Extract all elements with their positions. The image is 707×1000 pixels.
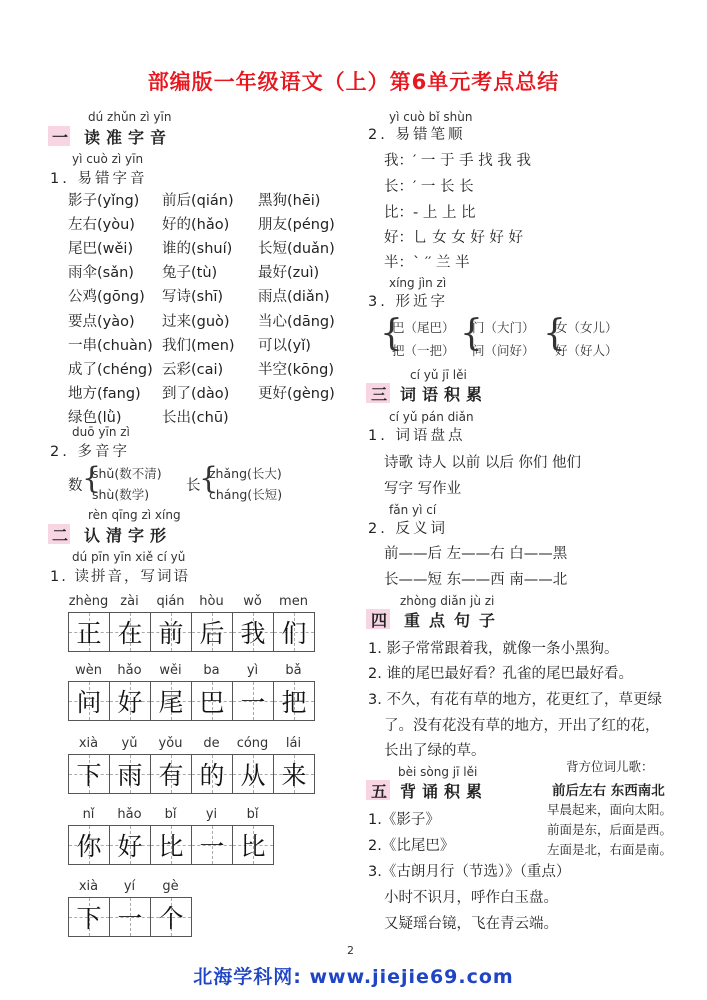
sec3-sub2-pinyin: fǎn yì cí bbox=[389, 503, 437, 517]
grid-pinyin: nǐ bbox=[82, 807, 95, 822]
grid-char: 好 bbox=[117, 832, 143, 861]
grid-char: 雨 bbox=[117, 761, 143, 790]
poly-chang-reading1: zhǎng(长大) bbox=[209, 466, 282, 481]
brace-icon: { bbox=[543, 313, 566, 354]
grid-char: 你 bbox=[76, 832, 102, 861]
grid-pinyin: hǎo bbox=[117, 807, 142, 822]
grid-pinyin: wǒ bbox=[243, 594, 262, 609]
grid-pinyin: hòu bbox=[199, 594, 224, 609]
grid-char: 在 bbox=[117, 619, 143, 648]
grid-cell bbox=[109, 681, 151, 721]
page-title: 部编版一年级语文（上）第6单元考点总结 bbox=[147, 70, 560, 94]
grid-cell bbox=[232, 825, 274, 865]
sentence-2: 2. 谁的尾巴最好看？孔雀的尾巴最好看。 bbox=[368, 666, 633, 682]
grid-pinyin: wèn bbox=[75, 663, 102, 678]
grid-char: 比 bbox=[240, 832, 266, 861]
grid-cell bbox=[191, 825, 233, 865]
poly-char-shu: 数 bbox=[68, 478, 83, 494]
sec1-pinyin: dú zhǔn zì yīn bbox=[88, 110, 172, 124]
grid-char: 我 bbox=[240, 619, 266, 648]
similar-a2: 门（大门） bbox=[472, 320, 535, 335]
grid-char: 从 bbox=[240, 761, 266, 790]
easy-error-word: 地方(fang) bbox=[68, 385, 141, 402]
grid-pinyin: hǎo bbox=[117, 663, 142, 678]
sentence-1: 1. 影子常常跟着我，就像一条小黑狗。 bbox=[368, 641, 619, 657]
easy-error-word: 长短(duǎn) bbox=[258, 241, 335, 258]
poly-chang-reading2: cháng(长短) bbox=[209, 487, 283, 502]
stroke-order-bi: 比：- 上 上 比 bbox=[384, 205, 476, 221]
recite-item-2: 2.《比尾巴》 bbox=[368, 838, 455, 854]
grid-cell bbox=[68, 681, 110, 721]
easy-error-word: 兔子(tù) bbox=[162, 265, 218, 282]
sec4-pinyin: zhòng diǎn jù zi bbox=[400, 594, 495, 608]
grid-pinyin: men bbox=[279, 594, 308, 609]
grid-char: 下 bbox=[76, 761, 102, 790]
grid-cell bbox=[109, 825, 151, 865]
grid-pinyin: lái bbox=[285, 736, 302, 751]
grid-char: 把 bbox=[281, 688, 307, 717]
grid-cell bbox=[68, 825, 110, 865]
page-number: 2 bbox=[347, 944, 354, 957]
grid-pinyin: yì bbox=[246, 663, 259, 678]
easy-error-word: 左右(yòu) bbox=[68, 217, 135, 234]
grid-cell bbox=[150, 681, 192, 721]
sec3-sub1-pinyin: cí yǔ pán diǎn bbox=[389, 410, 474, 424]
stroke-order-ban: 半：` ′′ 兰 半 bbox=[384, 255, 470, 271]
easy-error-word: 更好(gèng) bbox=[258, 385, 335, 402]
stroke-order-pinyin: yì cuò bǐ shùn bbox=[389, 110, 473, 124]
grid-pinyin: yí bbox=[123, 879, 136, 894]
grid-char: 巴 bbox=[199, 688, 225, 717]
grid-pinyin: xià bbox=[78, 736, 99, 751]
sec3-number: 三 bbox=[371, 385, 388, 404]
stroke-order-chang: 长：′ 一 长 长 bbox=[384, 179, 474, 195]
similar-b2: 问（问好） bbox=[472, 343, 535, 358]
easy-error-word: 雨点(diǎn) bbox=[258, 289, 330, 306]
grid-char: 来 bbox=[281, 761, 307, 790]
sec3-sub1-label: 1. 词语盘点 bbox=[368, 428, 466, 444]
grid-char: 尾 bbox=[158, 688, 184, 717]
sec2-number: 二 bbox=[52, 526, 69, 545]
sec1-title: 读准字音 bbox=[84, 128, 173, 147]
easy-error-word: 长出(chū) bbox=[162, 409, 229, 426]
grid-cell bbox=[232, 612, 274, 652]
grid-cell bbox=[68, 754, 110, 794]
grid-cell bbox=[232, 681, 274, 721]
easy-error-word: 可以(yǐ) bbox=[258, 337, 311, 354]
grid-pinyin: de bbox=[203, 736, 220, 751]
grid-char: 的 bbox=[199, 761, 225, 790]
stroke-order-hao: 好：乚 女 女 好 好 好 bbox=[384, 230, 524, 246]
sec4-number: 四 bbox=[371, 611, 388, 630]
easy-error-word: 谁的(shuí) bbox=[162, 241, 233, 258]
easy-error-word: 雨伞(sǎn) bbox=[68, 265, 134, 282]
rhyme-head: 前后左右 东西南北 bbox=[552, 783, 665, 799]
grid-char: 一 bbox=[199, 832, 225, 861]
grid-char: 问 bbox=[76, 688, 102, 717]
grid-pinyin: cóng bbox=[236, 736, 269, 751]
sec3-pinyin: cí yǔ jī lěi bbox=[410, 368, 467, 382]
sec5-number: 五 bbox=[371, 782, 388, 801]
easy-error-word: 写诗(shī) bbox=[162, 289, 224, 306]
word-list-line1: 诗歌 诗人 以前 以后 你们 他们 bbox=[384, 455, 582, 471]
grid-pinyin: wěi bbox=[159, 663, 182, 678]
grid-cell bbox=[109, 897, 151, 937]
easy-error-word: 到了(dào) bbox=[162, 385, 230, 402]
sec1-sub1-pinyin: yì cuò zì yīn bbox=[72, 152, 144, 166]
grid-char: 后 bbox=[199, 619, 225, 648]
grid-pinyin: yi bbox=[205, 807, 218, 822]
easy-error-word: 我们(men) bbox=[162, 337, 235, 354]
grid-cell bbox=[109, 612, 151, 652]
sec2-sub1-label: 1. 读拼音，写词语 bbox=[50, 569, 190, 585]
grid-pinyin: zhèng bbox=[68, 594, 109, 609]
grid-cell bbox=[191, 612, 233, 652]
grid-cell bbox=[150, 825, 192, 865]
easy-error-word: 好的(hǎo) bbox=[162, 217, 230, 234]
easy-error-word: 半空(kōng) bbox=[258, 361, 334, 378]
easy-error-word: 尾巴(wěi) bbox=[68, 241, 134, 258]
grid-pinyin: ba bbox=[203, 663, 220, 678]
brace-icon: { bbox=[380, 313, 403, 354]
grid-char: 一 bbox=[240, 688, 266, 717]
grid-cell bbox=[273, 754, 315, 794]
grid-char: 下 bbox=[76, 904, 102, 933]
grid-char: 个 bbox=[158, 904, 184, 933]
grid-cell bbox=[273, 681, 315, 721]
stroke-order-label: 2. 易错笔顺 bbox=[368, 127, 466, 143]
recite-item-1: 1.《影子》 bbox=[368, 812, 440, 828]
word-list-line2: 写字 写作业 bbox=[384, 481, 462, 497]
brace-icon: { bbox=[199, 461, 219, 496]
poem-line-1: 小时不识月，呼作白玉盘。 bbox=[384, 890, 558, 906]
similar-a3: 女（女儿） bbox=[555, 320, 618, 335]
easy-error-word: 公鸡(gōng) bbox=[68, 289, 145, 306]
grid-char: 有 bbox=[158, 761, 184, 790]
sec2-title: 认清字形 bbox=[84, 526, 173, 545]
grid-char: 正 bbox=[76, 619, 102, 648]
grid-cell bbox=[191, 681, 233, 721]
similar-b1: 把（一把） bbox=[392, 343, 455, 358]
poem-line-2: 又疑瑶台镜，飞在青云端。 bbox=[384, 916, 558, 932]
rhyme-line-1: 早晨起来，面向太阳。 bbox=[547, 802, 673, 817]
grid-cell bbox=[150, 612, 192, 652]
easy-error-word: 一串(chuàn) bbox=[68, 337, 153, 354]
grid-pinyin: zài bbox=[120, 594, 139, 609]
grid-char: 前 bbox=[158, 619, 184, 648]
grid-pinyin: yǒu bbox=[158, 736, 183, 751]
grid-char: 一 bbox=[117, 904, 143, 933]
poly-char-chang: 长 bbox=[186, 478, 201, 494]
brace-icon: { bbox=[82, 461, 102, 496]
sec3-sub2-label: 2. 反义词 bbox=[368, 521, 448, 537]
grid-pinyin: bǎ bbox=[285, 663, 302, 678]
grid-pinyin: bǐ bbox=[164, 807, 177, 822]
grid-cell bbox=[68, 612, 110, 652]
grid-cell bbox=[150, 897, 192, 937]
sentence-3b: 了。没有花没有草的地方，开出了红的花， bbox=[384, 718, 660, 734]
grid-char: 们 bbox=[281, 619, 307, 648]
easy-error-word: 最好(zuì) bbox=[258, 265, 320, 282]
grid-char: 比 bbox=[158, 832, 184, 861]
grid-cell bbox=[109, 754, 151, 794]
similar-b3: 好（好人） bbox=[555, 343, 618, 358]
sentence-3a: 3. 不久，有花有草的地方，花更红了，草更绿 bbox=[368, 692, 662, 708]
easy-error-word: 绿色(lǜ) bbox=[68, 409, 122, 426]
rhyme-title: 背方位词儿歌： bbox=[566, 759, 654, 774]
grid-char: 好 bbox=[117, 688, 143, 717]
grid-cell bbox=[273, 612, 315, 652]
similar-a1: 巴（尾巴） bbox=[392, 320, 455, 335]
easy-error-word: 影子(yǐng) bbox=[68, 193, 140, 209]
easy-error-word: 过来(guò) bbox=[162, 313, 230, 330]
footer-watermark: 北海学科网: www.jiejie69.com bbox=[193, 966, 514, 988]
recite-item-3: 3.《古朗月行（节选）》（重点） bbox=[368, 864, 571, 880]
poly-shu-reading2: shù(数学) bbox=[92, 487, 150, 502]
sec1-number: 一 bbox=[52, 128, 69, 147]
rhyme-line-2: 前面是东，后面是西。 bbox=[547, 822, 673, 837]
easy-error-word: 黑狗(hēi) bbox=[258, 193, 321, 209]
grid-pinyin: xià bbox=[78, 879, 99, 894]
similar-pinyin: xíng jìn zì bbox=[389, 276, 447, 290]
sec4-title: 重点句子 bbox=[404, 611, 505, 630]
antonym-line2: 长——短 东——西 南——北 bbox=[384, 572, 568, 588]
sec1-sub2-label: 2. 多音字 bbox=[50, 444, 130, 460]
grid-pinyin: yǔ bbox=[121, 736, 138, 751]
similar-label: 3. 形近字 bbox=[368, 294, 448, 310]
sec5-title: 背诵积累 bbox=[400, 782, 489, 801]
easy-error-word: 当心(dāng) bbox=[258, 313, 335, 330]
rhyme-line-3: 左面是北，右面是南。 bbox=[547, 842, 673, 857]
grid-cell bbox=[191, 754, 233, 794]
easy-error-word: 朋友(péng) bbox=[258, 217, 335, 234]
sec5-pinyin: bèi sòng jī lěi bbox=[398, 765, 478, 779]
grid-pinyin: qián bbox=[156, 594, 185, 609]
grid-pinyin: gè bbox=[162, 879, 179, 894]
grid-pinyin: bǐ bbox=[246, 807, 259, 822]
grid-cell bbox=[150, 754, 192, 794]
easy-error-word: 成了(chéng) bbox=[68, 361, 153, 378]
grid-cell bbox=[68, 897, 110, 937]
easy-error-word: 前后(qián) bbox=[162, 193, 234, 209]
antonym-line1: 前——后 左——右 白——黑 bbox=[384, 546, 568, 562]
stroke-order-wo: 我：′ 一 于 手 找 我 我 bbox=[384, 153, 531, 169]
easy-error-word: 要点(yào) bbox=[68, 313, 135, 330]
sec3-title: 词语积累 bbox=[400, 385, 489, 404]
sentence-3c: 长出了绿的草。 bbox=[384, 743, 486, 759]
sec1-sub1-label: 1. 易错字音 bbox=[50, 171, 148, 187]
sec1-sub2-pinyin: duō yīn zì bbox=[72, 425, 130, 439]
sec2-sub1-pinyin: dú pīn yīn xiě cí yǔ bbox=[72, 550, 186, 564]
brace-icon: { bbox=[460, 313, 483, 354]
grid-cell bbox=[232, 754, 274, 794]
poly-shu-reading1: shǔ(数不清) bbox=[92, 466, 162, 481]
sec2-pinyin: rèn qīng zì xíng bbox=[88, 508, 181, 522]
easy-error-word: 云彩(cai) bbox=[162, 361, 224, 378]
